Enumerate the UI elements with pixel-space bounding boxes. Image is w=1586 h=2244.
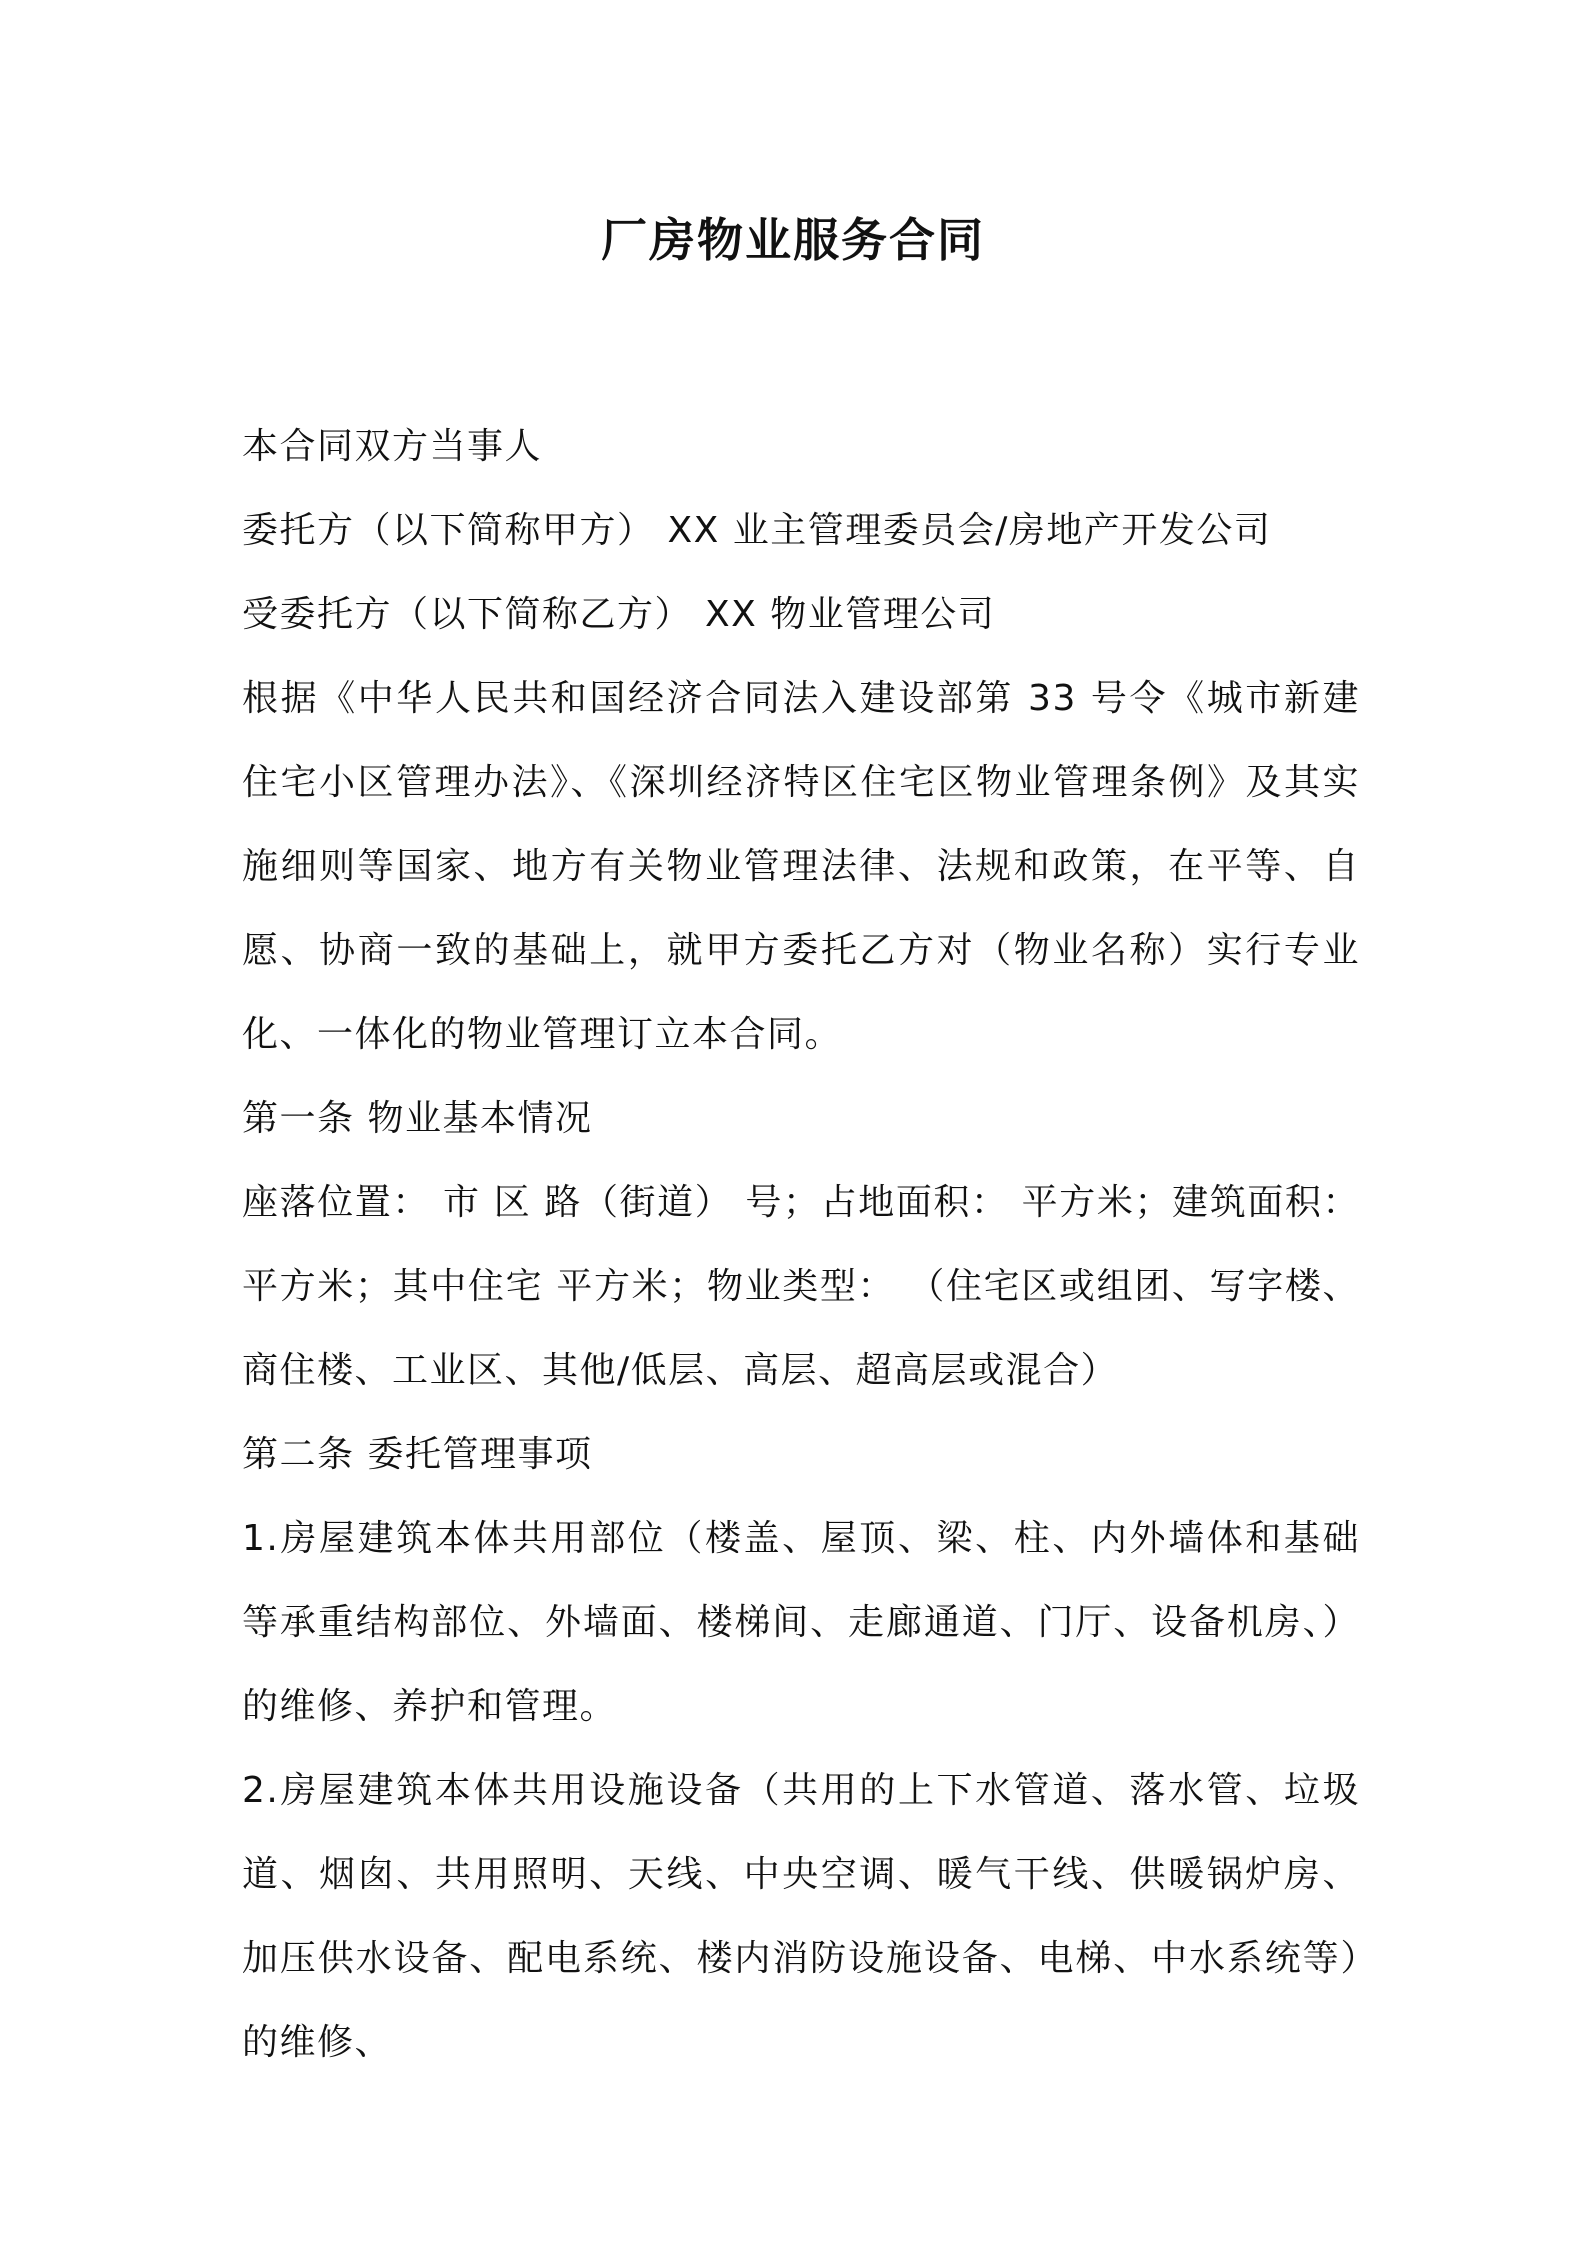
item-2-paragraph: 2.房屋建筑本体共用设施设备（共用的上下水管道、落水管、垃圾道、烟囱、共用照明、天线、中央空调、暖气干线、供暖锅炉房、加压供水设备、配电系统、楼内消防设施设备、电梯、中水系统等）的维修、 — [242, 1770, 1360, 2063]
document-body — [242, 405, 1360, 2085]
party-a-line: 委托方（以下简称甲方） XX 业主管理委员会/房地产开发公司 — [242, 510, 1272, 551]
article-2-heading: 第二条 委托管理事项 — [242, 1434, 593, 1475]
preamble-paragraph: 根据《中华人民共和国经济合同法入建设部第 33 号令《城市新建住宅小区管理办法》、《深圳经济特区住宅区物业管理条例》及其实施细则等国家、地方有关物业管理法律、法规和政策，在平等、自愿、协商一致的基础上，就甲方委托乙方对（物业名称）实行专业化、一体化的物业管理订立本合同。 — [242, 678, 1360, 1055]
document-title: 厂房物业服务合同 — [601, 213, 985, 267]
article-1-heading: 第一条 物业基本情况 — [242, 1098, 593, 1139]
party-b-line: 受委托方（以下简称乙方） XX 物业管理公司 — [242, 594, 996, 635]
parties-heading: 本合同双方当事人 — [242, 426, 543, 467]
item-1-paragraph: 1.房屋建筑本体共用部位（楼盖、屋顶、梁、柱、内外墙体和基础等承重结构部位、外墙面、楼梯间、走廊通道、门厅、设备机房、）的维修、养护和管理。 — [242, 1518, 1360, 1727]
property-info-paragraph: 座落位置： 市 区 路（街道） 号；占地面积： 平方米；建筑面积： 平方米；其中住宅 平方米；物业类型： （住宅区或组团、写字楼、商住楼、工业区、其他/低层、高层、超高层或混合） — [242, 1182, 1360, 1391]
